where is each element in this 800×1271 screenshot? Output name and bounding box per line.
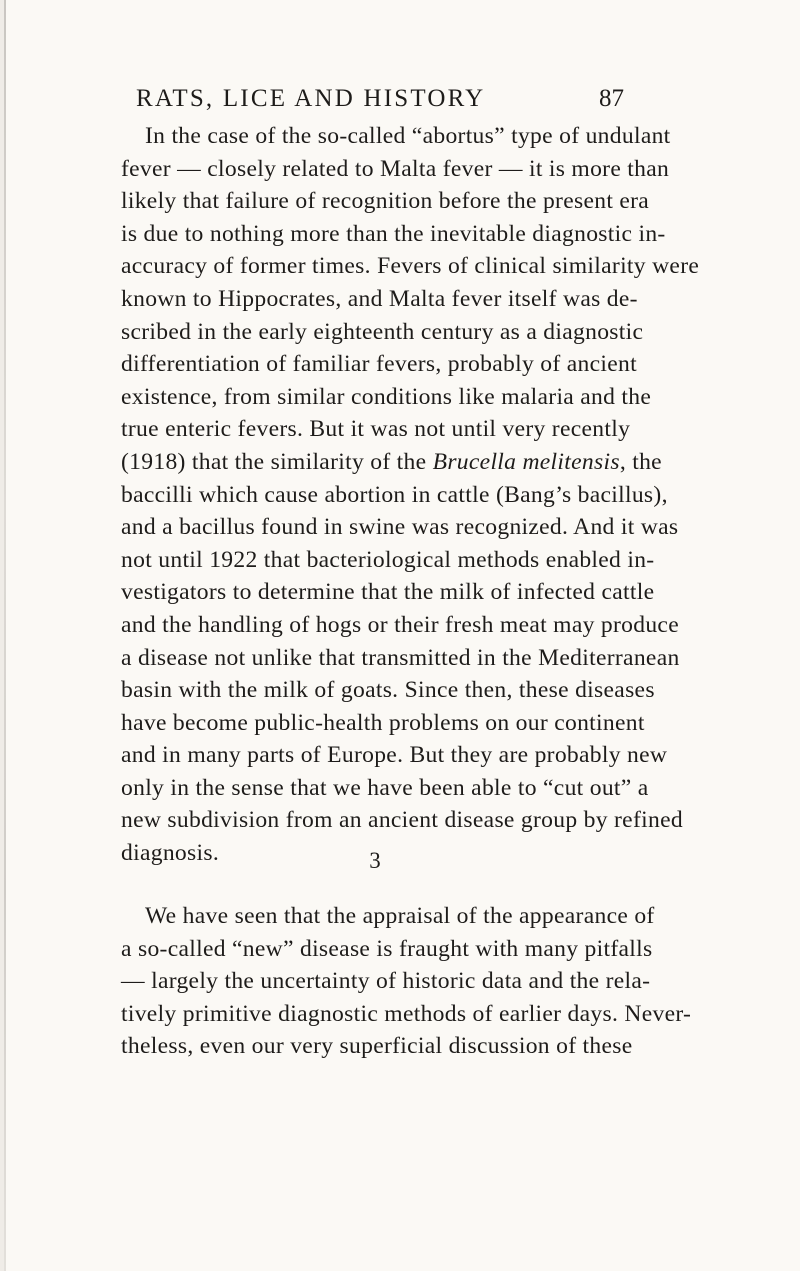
- text-line: theless, even our very superficial discussion of these: [121, 1033, 633, 1060]
- text-line: not until 1922 that bacteriological methods enabled in-: [121, 546, 655, 573]
- text-line: likely that failure of recognition before the present era: [121, 188, 650, 215]
- text-line: — largely the uncertainty of historic data and the rela-: [121, 968, 651, 995]
- text-fragment: , the: [619, 448, 662, 475]
- text-line: differentiation of familiar fevers, probably of ancient: [121, 351, 637, 378]
- text-line: a disease not unlike that transmitted in the Mediterranean: [121, 644, 680, 671]
- text-fragment: (1918) that the similarity of the: [121, 448, 433, 475]
- text-line: fever — closely related to Malta fever — it is more than: [121, 155, 670, 182]
- text-line: existence, from similar conditions like malaria and the: [121, 383, 652, 410]
- text-line: only in the sense that we have been able to “cut out” a: [121, 774, 649, 801]
- text-line: We have seen that the appraisal of the appearance of: [145, 903, 655, 929]
- text-line: and in many parts of Europe. But they are probably new: [121, 742, 668, 769]
- text-line: In the case of the so-called “abortus” type of undulant: [145, 123, 671, 149]
- section-number: [0, 846, 800, 876]
- text-line: diagnosis.: [121, 840, 220, 867]
- text-line: and the handling of hogs or their fresh meat may produce: [121, 611, 679, 638]
- text-line: have become public-health problems on our continent: [121, 709, 645, 736]
- text-line: new subdivision from an ancient disease group by refined: [121, 807, 683, 834]
- text-line: basin with the milk of goats. Since then, these diseases: [121, 677, 655, 704]
- text-line: is due to nothing more than the inevitable diagnostic in-: [121, 220, 666, 247]
- section-number-text: 3: [369, 848, 381, 873]
- text-line-with-italic: [121, 446, 662, 479]
- page-number: 87: [599, 85, 624, 112]
- paragraph-1: [121, 120, 700, 870]
- text-line: a so-called “new” disease is fraught with many pitfalls: [121, 935, 653, 962]
- text-line: tively primitive diagnostic methods of earlier days. Never-: [121, 1000, 692, 1027]
- page-gutter-edge: [4, 0, 6, 1271]
- italic-term: Brucella melitensis: [432, 448, 620, 475]
- text-line: scribed in the early eighteenth century as a diagnostic: [121, 318, 644, 345]
- paragraph-2: [121, 900, 692, 1063]
- running-title: RATS, LICE AND HISTORY: [136, 85, 486, 112]
- text-line: accuracy of former times. Fevers of clinical similarity were: [121, 253, 700, 280]
- running-header: [136, 84, 624, 124]
- text-line: known to Hippocrates, and Malta fever itself was de-: [121, 285, 638, 312]
- text-line: baccilli which cause abortion in cattle (Bang’s bacillus),: [121, 481, 668, 508]
- text-line: vestigators to determine that the milk of infected cattle: [121, 579, 655, 606]
- text-line: true enteric fevers. But it was not until very recently: [121, 416, 631, 443]
- text-line: and a bacillus found in swine was recognized. And it was: [121, 514, 679, 541]
